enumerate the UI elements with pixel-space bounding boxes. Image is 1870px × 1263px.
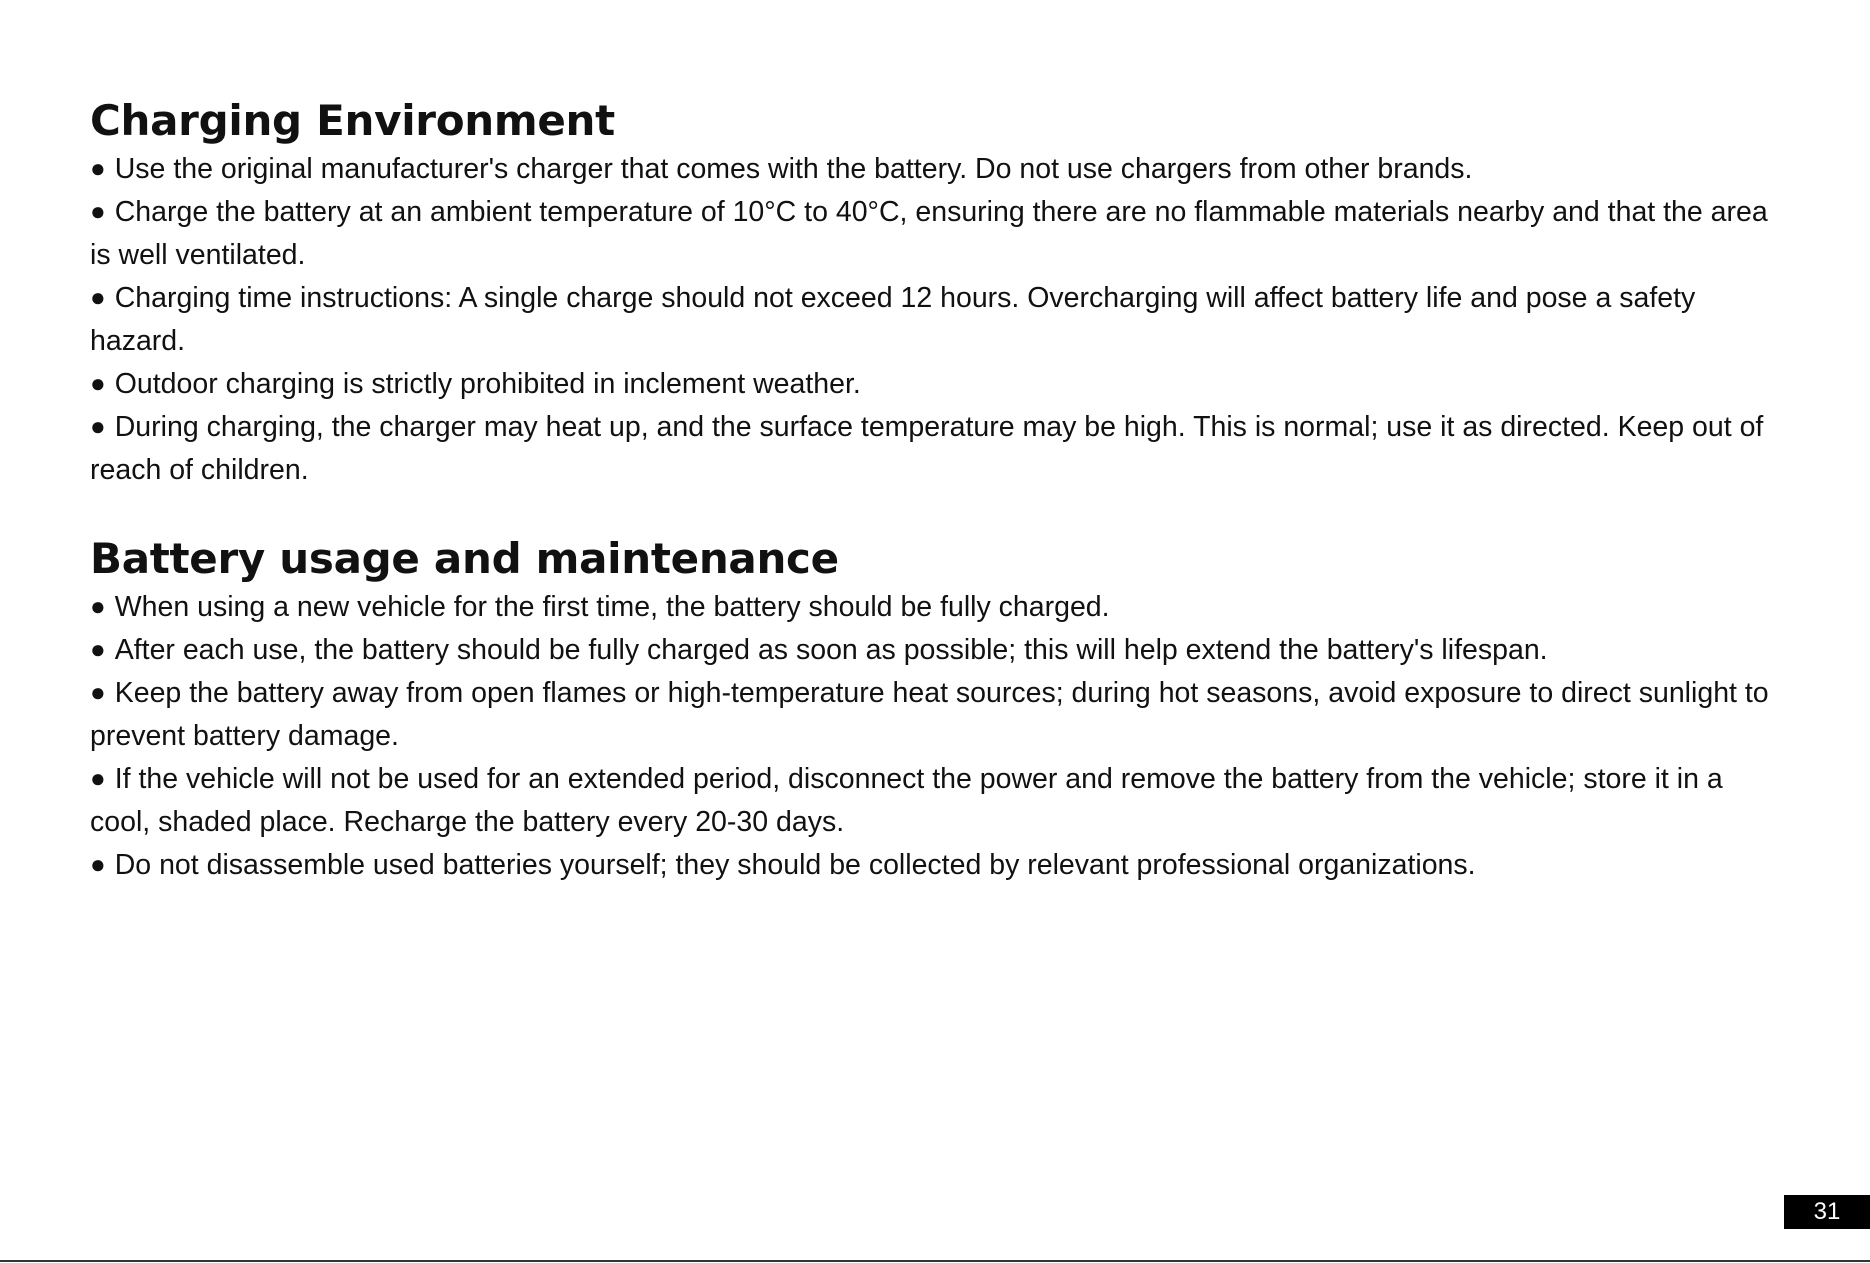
list-item-text: During charging, the charger may heat up, and the surface temperature may be high. This is normal; use it as directed. Keep out of reach of children. xyxy=(90,411,1764,486)
bottom-divider xyxy=(0,1260,1870,1262)
list-item xyxy=(90,844,1790,887)
list-item xyxy=(90,758,1790,844)
bullet-icon: ● xyxy=(90,196,106,226)
list-item xyxy=(90,148,1790,191)
bullet-icon: ● xyxy=(90,411,106,441)
list-item-text: Charge the battery at an ambient temperature of 10°C to 40°C, ensuring there are no flammable materials nearby and that the area is well ventilated. xyxy=(90,196,1768,271)
bullet-icon: ● xyxy=(90,282,106,312)
list-item-text: Do not disassemble used batteries yourself; they should be collected by relevant professional organizations. xyxy=(114,849,1476,881)
section-title: Charging Environment xyxy=(90,96,615,145)
section-battery-usage-maintenance xyxy=(90,534,1790,887)
bullet-icon: ● xyxy=(90,677,106,707)
page-number: 31 xyxy=(1784,1195,1870,1229)
list-item-text: If the vehicle will not be used for an extended period, disconnect the power and remove the battery from the vehicle; store it in a cool, shaded place. Recharge the battery every 20-30 days. xyxy=(90,763,1723,838)
bullet-icon: ● xyxy=(90,153,106,183)
bullet-icon: ● xyxy=(90,849,106,879)
section-title: Battery usage and maintenance xyxy=(90,534,839,583)
bullet-icon: ● xyxy=(90,763,106,793)
list-item xyxy=(90,277,1790,363)
document-body xyxy=(90,96,1790,887)
list-item xyxy=(90,406,1790,492)
bullet-icon: ● xyxy=(90,368,106,398)
list-item-text: Outdoor charging is strictly prohibited in inclement weather. xyxy=(114,368,861,400)
section-charging-environment xyxy=(90,96,1790,492)
list-item xyxy=(90,191,1790,277)
list-item xyxy=(90,672,1790,758)
bullet-icon: ● xyxy=(90,591,106,621)
list-item-text: Keep the battery away from open flames or high-temperature heat sources; during hot seasons, avoid exposure to direct sunlight to prevent battery damage. xyxy=(90,677,1769,752)
list-item-text: After each use, the battery should be fully charged as soon as possible; this will help extend the battery's lifespan. xyxy=(114,634,1548,666)
list-item-text: When using a new vehicle for the first time, the battery should be fully charged. xyxy=(114,591,1110,623)
list-item-text: Charging time instructions: A single charge should not exceed 12 hours. Overcharging will affect battery life and pose a safety hazard. xyxy=(90,282,1696,357)
list-item xyxy=(90,363,1790,406)
list-item xyxy=(90,629,1790,672)
list-item xyxy=(90,586,1790,629)
bullet-list xyxy=(90,148,1790,492)
list-item-text: Use the original manufacturer's charger that comes with the battery. Do not use chargers from other brands. xyxy=(114,153,1473,185)
bullet-icon: ● xyxy=(90,634,106,664)
bullet-list xyxy=(90,586,1790,887)
